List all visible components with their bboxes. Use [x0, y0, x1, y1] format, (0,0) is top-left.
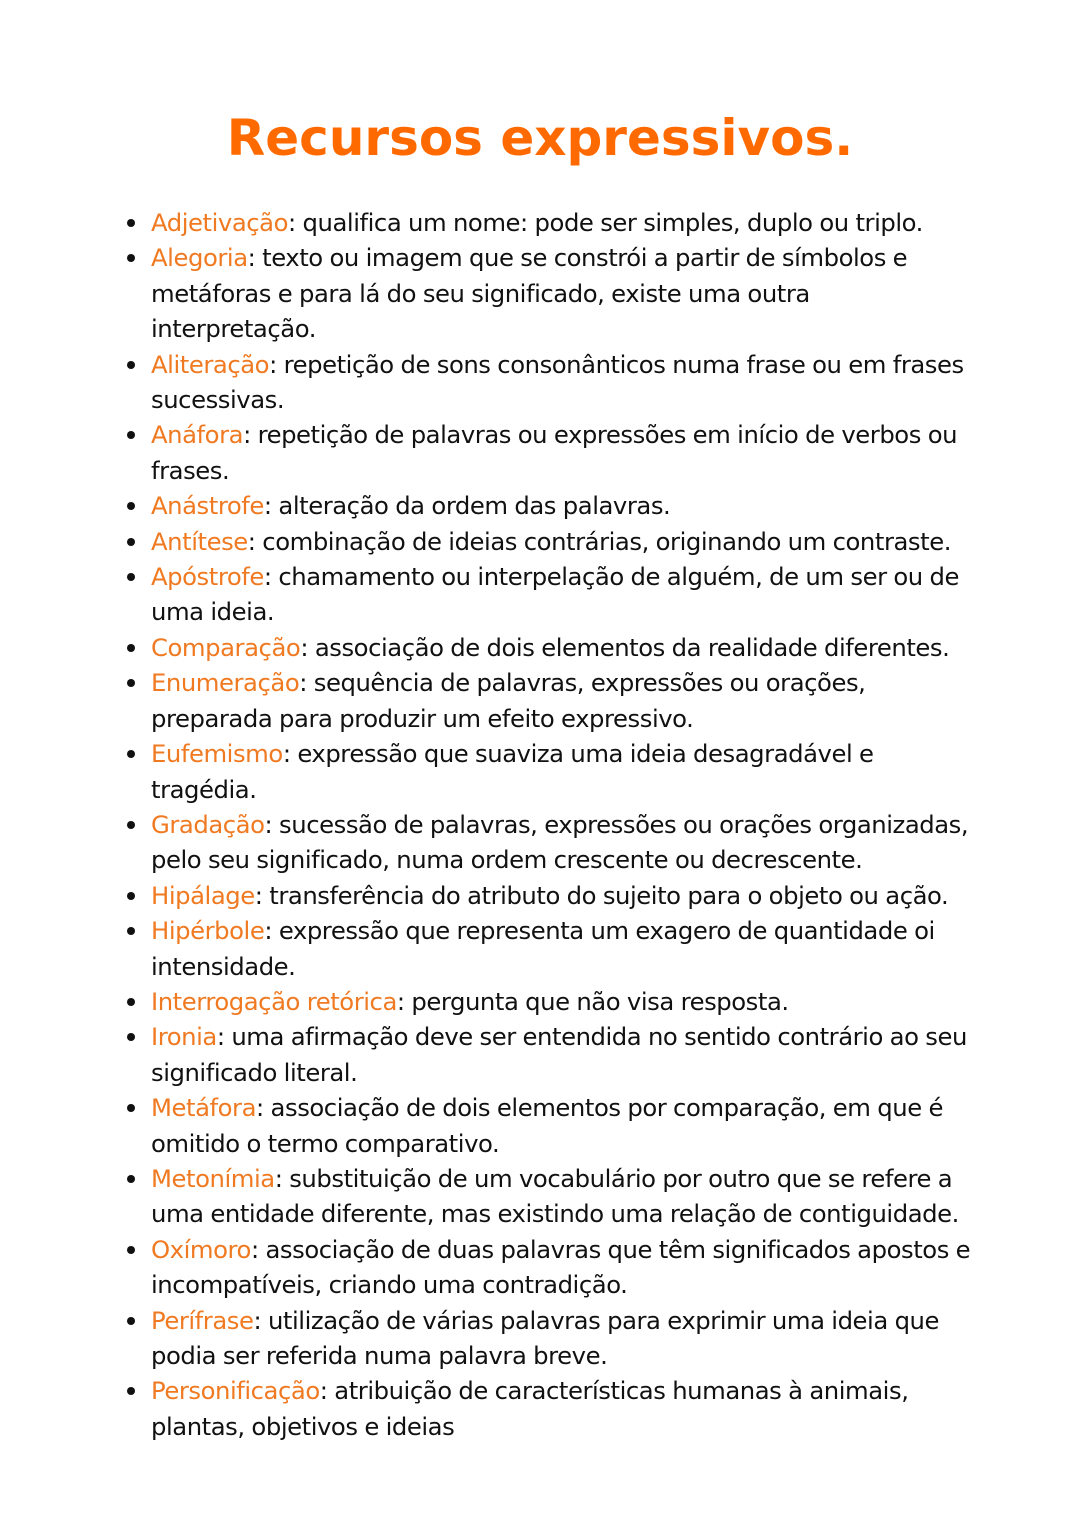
term-label: Interrogação retórica [151, 986, 397, 1016]
list-item [151, 1373, 981, 1444]
bullet-icon [127, 1387, 135, 1395]
list-item [151, 524, 981, 559]
bullet-icon [127, 644, 135, 652]
term-label: Alegoria [151, 243, 248, 273]
bullet-icon [127, 431, 135, 439]
term-definition: : substituição de um vocabulário por outro que se refere a uma entidade diferente, mas existindo uma relação de contiguidade. [151, 1163, 959, 1229]
term-definition: : transferência do atributo do sujeito para o objeto ou ação. [254, 880, 949, 910]
term-list [151, 205, 981, 1444]
term-definition: : qualifica um nome: pode ser simples, duplo ou triplo. [288, 208, 923, 237]
list-item [151, 736, 981, 807]
term-label: Aliteração [151, 349, 270, 379]
list-item [151, 205, 981, 240]
bullet-icon [127, 927, 135, 935]
bullet-icon [127, 1317, 135, 1325]
list-item [151, 240, 981, 346]
bullet-icon [127, 679, 135, 687]
term-definition: : uma afirmação deve ser entendida no sentido contrário ao seu significado literal. [151, 1022, 967, 1087]
term-label: Metáfora [151, 1093, 257, 1123]
list-item [151, 984, 981, 1019]
list-item [151, 878, 981, 913]
list-item [151, 665, 981, 736]
list-item [151, 1303, 981, 1374]
term-label: Antítese [151, 526, 248, 556]
term-label: Eufemismo [151, 739, 283, 769]
term-label: Perífrase [151, 1305, 254, 1335]
term-label: Hipálage [151, 880, 255, 910]
term-label: Enumeração [151, 668, 300, 698]
list-item [151, 1232, 981, 1303]
term-label: Personificação [151, 1376, 320, 1406]
list-item [151, 1161, 981, 1232]
list-item [151, 417, 981, 488]
list-item [151, 913, 981, 984]
bullet-icon [127, 538, 135, 546]
term-definition: : alteração da ordem das palavras. [263, 491, 671, 521]
list-item [151, 807, 981, 878]
term-definition: : chamamento ou interpelação de alguém, de um ser ou de uma ideia. [151, 562, 959, 627]
bullet-icon [127, 1104, 135, 1112]
bullet-icon [127, 502, 135, 510]
term-definition: : sucessão de palavras, expressões ou orações organizadas, pelo seu significado, numa ordem crescente ou decrescente. [151, 809, 969, 875]
bullet-icon [127, 254, 135, 262]
list-item [151, 630, 981, 665]
term-label: Adjetivação [151, 208, 289, 237]
term-label: Metonímia [151, 1163, 275, 1193]
term-definition: : expressão que suaviza uma ideia desagradável e tragédia. [151, 739, 874, 804]
bullet-icon [127, 219, 135, 227]
term-definition: : associação de dois elementos por comparação, em que é omitido o termo comparativo. [151, 1093, 943, 1158]
term-definition: : sequência de palavras, expressões ou orações, preparada para produzir um efeito expressivo. [151, 668, 866, 733]
term-definition: : associação de duas palavras que têm significados apostos e incompatíveis, criando uma contradição. [151, 1234, 971, 1300]
term-label: Anástrofe [151, 491, 264, 521]
term-label: Comparação [151, 632, 301, 662]
term-definition: : repetição de palavras ou expressões em início de verbos ou frases. [151, 420, 958, 485]
bullet-icon [127, 1246, 135, 1254]
term-definition: : texto ou imagem que se constrói a partir de símbolos e metáforas e para lá do seu significado, existe uma outra interpretação. [151, 243, 908, 344]
bullet-icon [127, 1175, 135, 1183]
list-item [151, 347, 981, 418]
term-label: Gradação [151, 809, 265, 839]
bullet-icon [127, 892, 135, 900]
list-item [151, 1090, 981, 1161]
bullet-icon [127, 361, 135, 369]
term-definition: : atribuição de características humanas à animais, plantas, objetivos e ideias [151, 1376, 909, 1441]
bullet-icon [127, 998, 135, 1006]
term-definition: : expressão que representa um exagero de quantidade oi intensidade. [151, 916, 935, 981]
list-item [151, 559, 981, 630]
bullet-icon [127, 750, 135, 758]
term-label: Apóstrofe [151, 562, 264, 592]
bullet-icon [127, 821, 135, 829]
term-label: Oxímoro [151, 1234, 251, 1264]
term-label: Anáfora [151, 420, 244, 450]
bullet-icon [127, 1033, 135, 1041]
bullet-icon [127, 573, 135, 581]
term-label: Hipérbole [151, 916, 265, 946]
list-item [151, 1019, 981, 1090]
term-definition: : pergunta que não visa resposta. [396, 986, 789, 1016]
term-label: Ironia [151, 1022, 217, 1052]
page-title: Recursos expressivos. [226, 109, 854, 167]
term-definition: : associação de dois elementos da realidade diferentes. [300, 632, 950, 662]
term-definition: : combinação de ideias contrárias, originando um contraste. [247, 526, 951, 556]
term-definition: : utilização de várias palavras para exprimir uma ideia que podia ser referida numa palavra breve. [151, 1305, 939, 1370]
list-item [151, 488, 981, 523]
term-definition: : repetição de sons consonânticos numa frase ou em frases sucessivas. [151, 349, 964, 415]
